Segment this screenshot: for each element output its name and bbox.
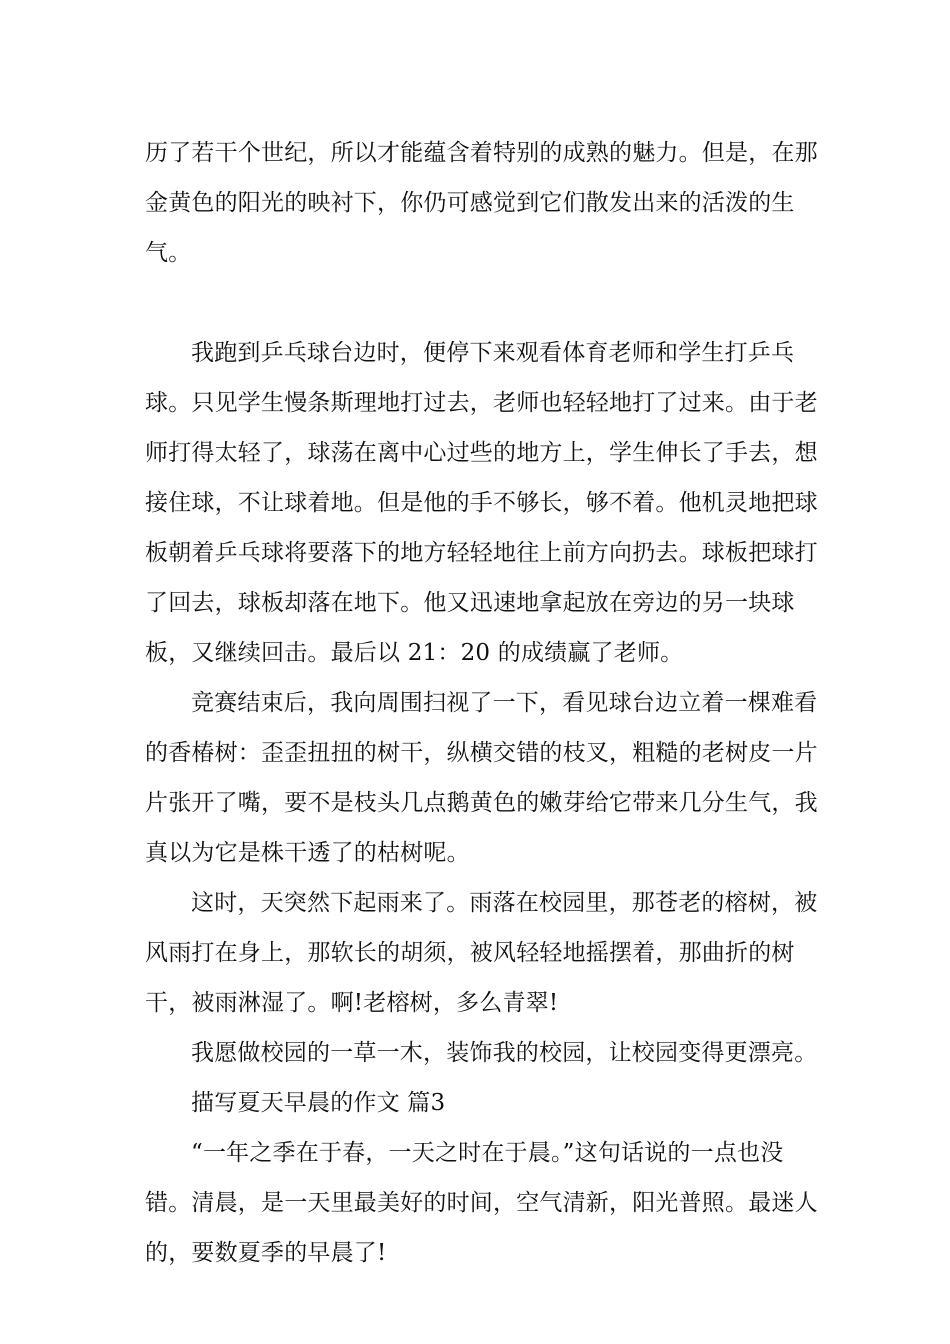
paragraph-gap <box>145 278 825 328</box>
paragraph-summer-morning: “一年之季在于春，一天之时在于晨。”这句话说的一点也没错。清晨，是一天里最美好的时间，空气清新，阳光普照。最迷人的，要数夏季的早晨了! <box>145 1140 818 1266</box>
paragraph-toon-tree: 竞赛结束后，我向周围扫视了一下，看见球台边立着一棵难看的香椿树：歪歪扭扭的树干，纵横交错的枝叉，粗糙的老树皮一片片张开了嘴，要不是枝头几点鹅黄色的嫩芽给它带来几分生气，我真以为它是株干透了的枯树呢。 <box>145 690 818 866</box>
section-heading: 描写夏天早晨的作文 篇3 <box>191 1090 446 1116</box>
document-body <box>145 128 825 1278</box>
paragraph-rain: 这时，天突然下起雨来了。雨落在校园里，那苍老的榕树，被风雨打在身上，那软长的胡须，被风轻轻地摇摆着，那曲折的树干，被雨淋湿了。啊!老榕树，多么青翠! <box>145 890 818 1016</box>
paragraph-wish: 我愿做校园的一草一木，装饰我的校园，让校园变得更漂亮。 <box>191 1040 818 1066</box>
paragraph-continued: 历了若干个世纪，所以才能蕴含着特别的成熟的魅力。但是，在那金黄色的阳光的映衬下，你仍可感觉到它们散发出来的活泼的生气。 <box>145 140 818 266</box>
paragraph-ping-pong: 我跑到乒乓球台边时，便停下来观看体育老师和学生打乒乓球。只见学生慢条斯理地打过去，老师也轻轻地打了过来。由于老师打得太轻了，球荡在离中心过些的地方上，学生伸长了手去，想接住球，不让球着地。但是他的手不够长，够不着。他机灵地把球板朝着乒乓球将要落下的地方轻轻地往上前方向扔去。球板把球打了回去，球板却落在地下。他又迅速地拿起放在旁边的另一块球板，又继续回击。最后以 21：20 的成绩赢了老师。 <box>145 340 818 666</box>
